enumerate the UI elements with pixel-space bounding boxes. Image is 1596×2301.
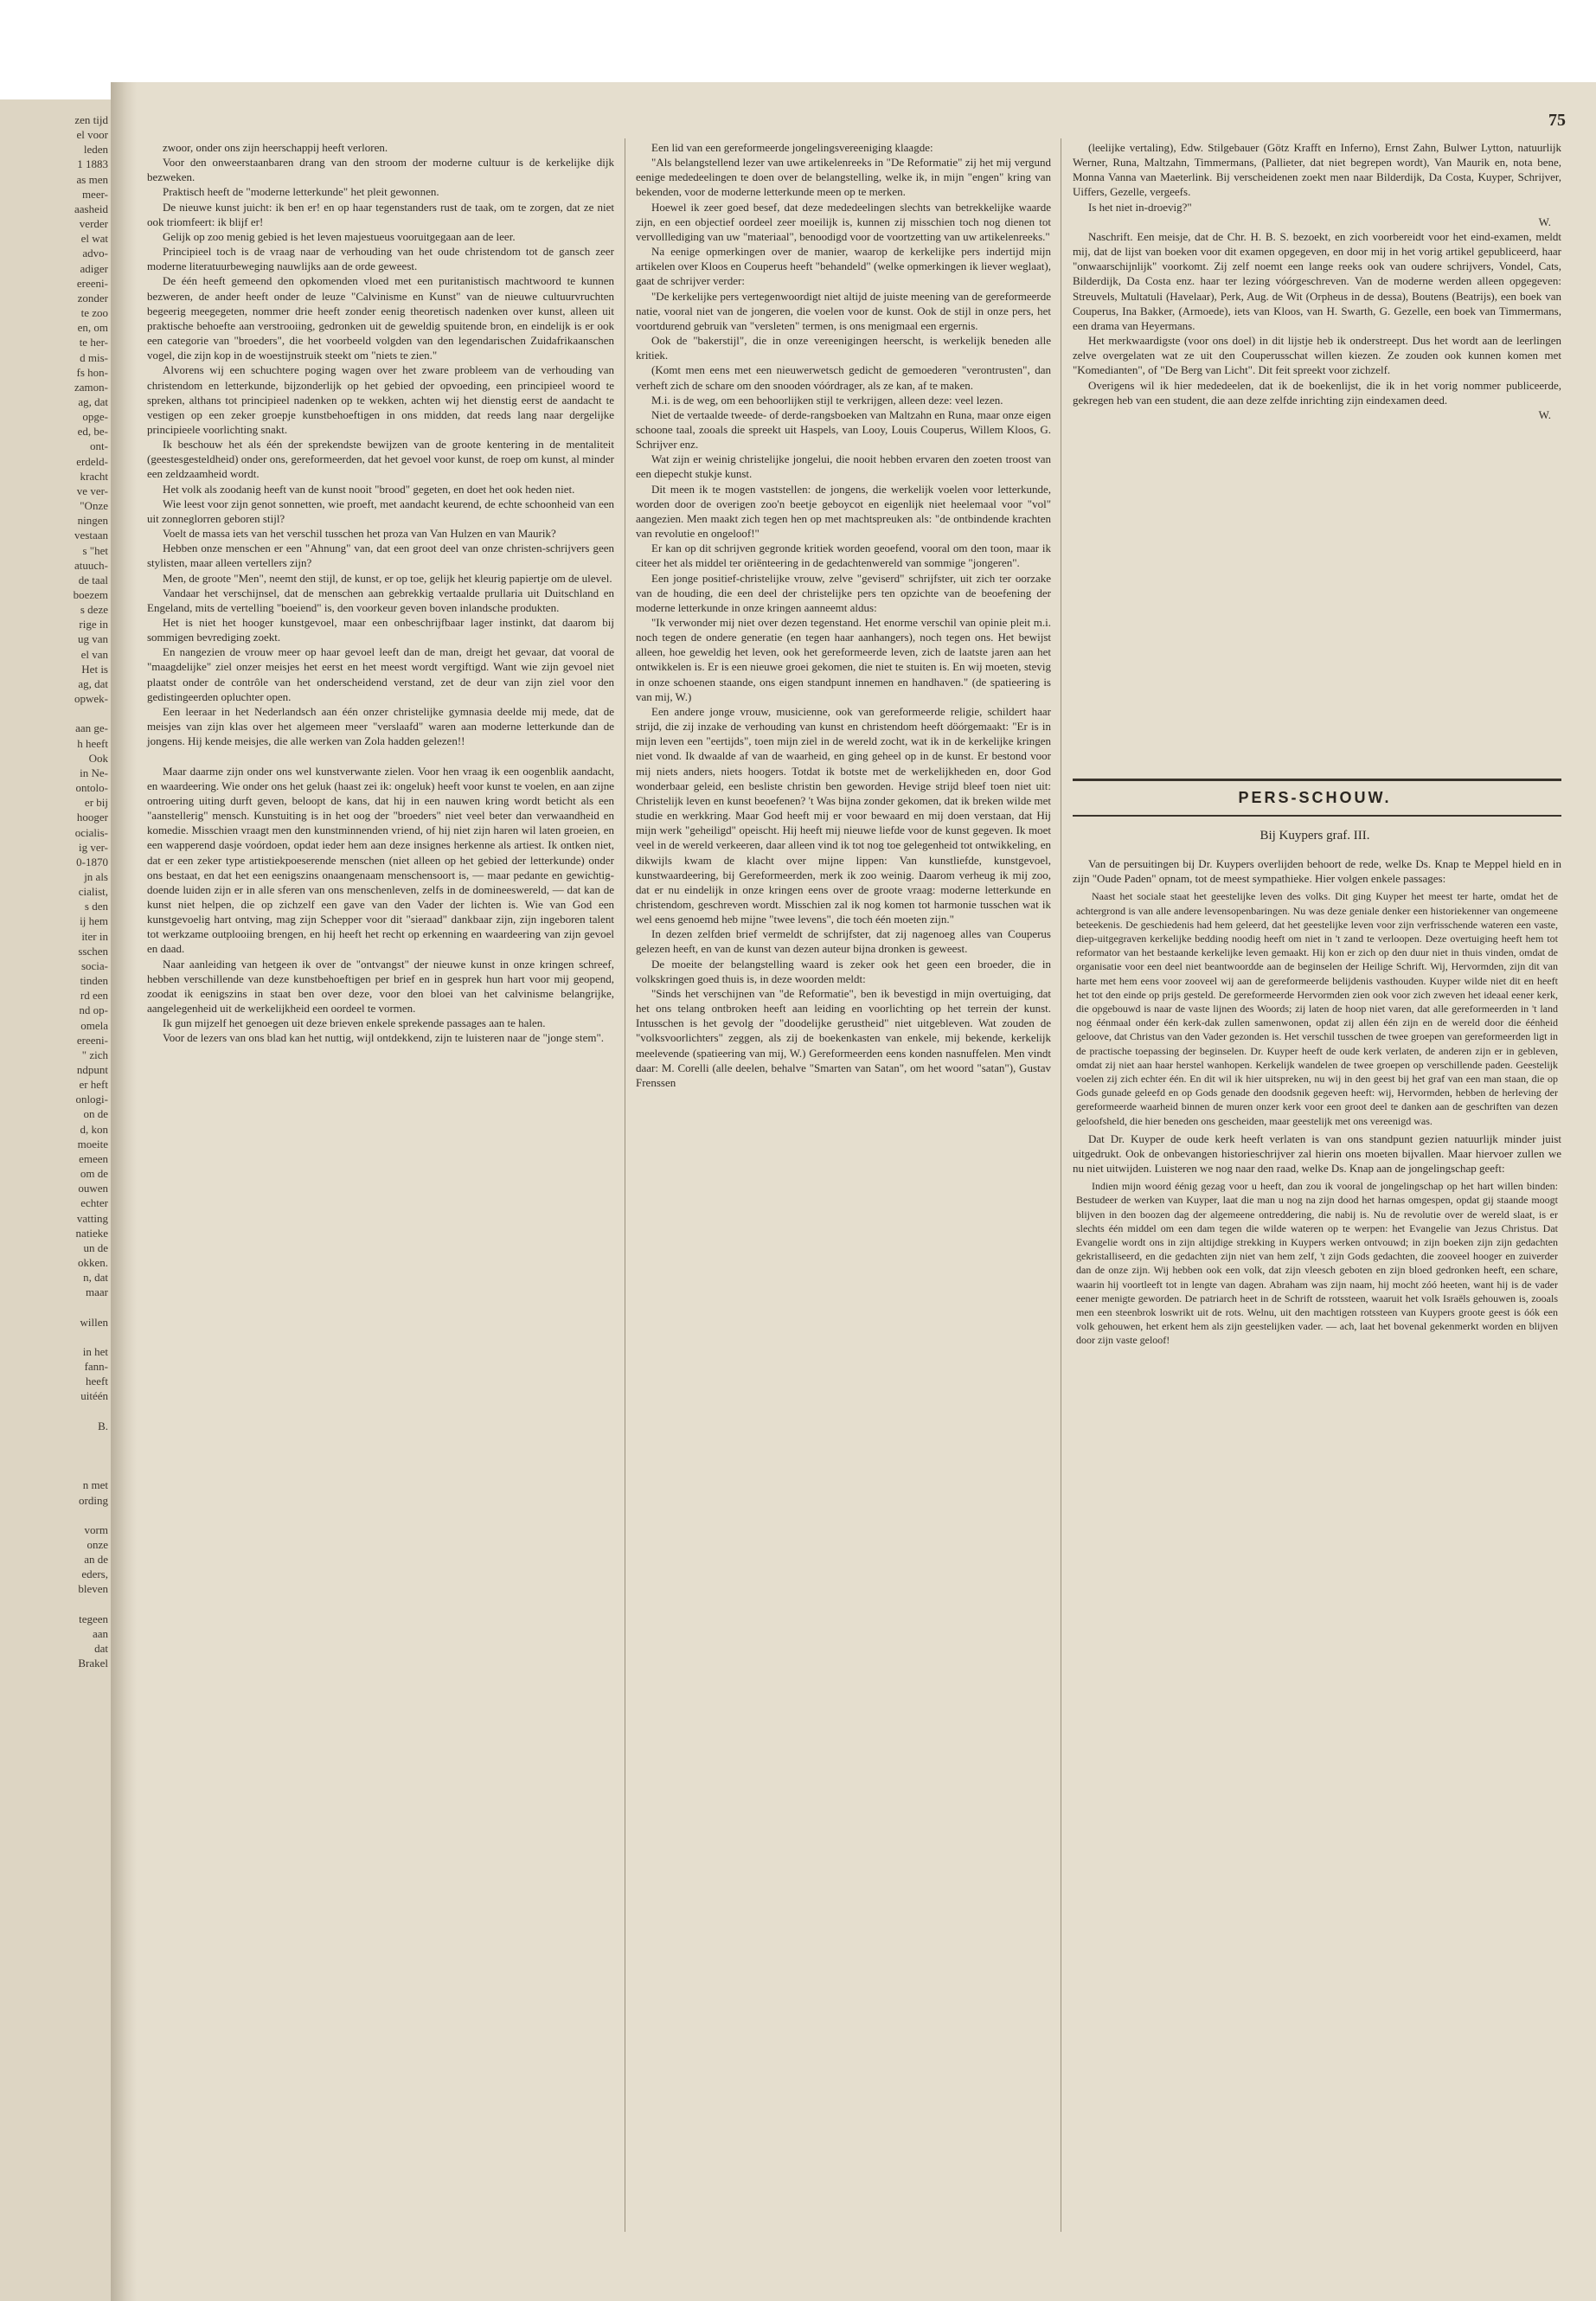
paragraph: En nangezien de vrouw meer op haar gevoel leeft dan de man, dreigt het gevaar, dat vooral de "maagdelijke" ziel onzer meisjes het eerst en het meest wordt vergiftigd. Want wie zijn gevoel niet plaatst onder de contrôle van het onderscheidend verstand, zet de deur van zijn ziel voor den gedistingeerden opluchter open. <box>147 645 614 703</box>
left-fragment-line: as men <box>76 172 108 186</box>
paragraph <box>147 748 614 763</box>
left-fragment-line <box>0 1448 108 1463</box>
left-fragment-line: un de <box>83 1240 108 1254</box>
signature: W. <box>1538 407 1551 421</box>
column-3-bottom <box>1073 856 1561 2240</box>
paragraph: Van de persuitingen bij Dr. Kuypers overlijden behoort de rede, welke Ds. Knap te Meppel hield en in zijn "Oude Paden" opnam, tot de meest sympathieke. Hier volgen enkele passages: <box>1073 857 1561 886</box>
left-fragment-line: ont- <box>90 439 108 453</box>
left-fragment-line: natieke <box>75 1226 108 1240</box>
left-fragment-line: d, kon <box>80 1122 108 1136</box>
paragraph: Wie leest voor zijn genot sonnetten, wie proeft, met aandacht keurend, de echte schoonheid van een uit zonneglorren geboren stijl? <box>147 497 614 525</box>
left-fragment-line: el wat <box>80 232 108 246</box>
paragraph: Een andere jonge vrouw, musicienne, ook van gereformeerde religie, schildert haar strijd, die zij inzake de verhouding van kunst en christendom heeft döórgemaakt: "Er is in mijn leven een "eertijds", toen mijn ziel in de wereld zocht, wat ik in de kerkelijke kringen niet vond. Ik dwaalde af van de waarheid, en ging geheel op in de kunst. Er bestond voor mij niets anders, niets hoogers. Totdat ik botste met de werkelijkheden en, door God wonderbaar geleid, een besliste christin ben geworden. Hevige strijd bleef toen niet uit: Christelijk leven en kunst beoefenen? 't Was bijna zonder gekomen, dat ik breken wilde met studie en werkkring. Maar God heeft mij er voor bewaard en mij doen verstaan, dat Hij mijn werk "geheiligd" opeischt. Hij heeft mij nieuwe liefde voor de kunst gegeven. Ik moet veel in de wereld verkeeren, daar alleen vind ik tot nog toe gelegenheid tot ontwikkeling, en dikwijls kwam de klacht over mijne lippen: Van kunstliefde, kunstgevoel, kunstwaardeering, bij Gereformeerden, merk ik zoo weinig. Daarom verheug ik mij zoo, dat er nu eindelijk in onze kringen eens over de groote vraag: moderne letterkunde en christendom, geschreven wordt. Misschien zal ik nog komen tot harmonie tusschen wat ik wel eens genoemd heb mijne "twee levens", die toch één moeten zijn." <box>636 704 1051 926</box>
paragraph: Is het niet in-droevig?" <box>1088 200 1192 214</box>
left-fragment-line: adiger <box>80 261 108 275</box>
paragraph: Ik gun mijzelf het genoegen uit deze brieven enkele sprekende passages aan te halen. <box>163 1016 546 1030</box>
left-fragment-line: sschen <box>78 944 108 958</box>
left-fragment-line: ag, dat <box>78 394 108 408</box>
paragraph: Hebben onze menschen er een "Ahnung" van, dat een groot deel van onze christen-schrijvers geen stylisten, maar alleen vertellers zijn? <box>147 542 614 570</box>
left-fragment-line: aan <box>92 1626 108 1640</box>
left-fragment-line: er heft <box>79 1078 108 1092</box>
left-fragment-line: vorm <box>84 1522 108 1536</box>
section-rule-top <box>1073 779 1561 781</box>
left-fragment-line: s den <box>84 900 108 913</box>
paragraph: Voelt de massa iets van het verschil tusschen het proza van Van Hulzen en van Maurik? <box>163 527 556 541</box>
left-fragment-line: eders, <box>81 1567 108 1581</box>
paragraph: "De kerkelijke pers vertegenwoordigt niet altijd de juiste meening van de gereformeerde natie, vooral niet van de jongeren, die voelen voor de kunst. Ook de stijl in onze pers, het voortdurend gebruik van "versleten" termen, is ons menigmaal een ergernis. <box>636 289 1051 332</box>
left-fragment-line: onlogi- <box>75 1093 108 1106</box>
left-fragment-line: te her- <box>79 336 108 349</box>
paragraph: Principieel toch is de vraag naar de verhouding van het oude christendom tot de gansch zeer moderne literatuurbeweging nauwlijks aan de orde geweest. <box>147 245 614 273</box>
left-fragment-line: uitéén <box>80 1389 108 1403</box>
paragraph: Een leeraar in het Nederlandsch aan één onzer christelijke gymnasia deelde mij mede, dat de meisjes van zijn klas over het algemeen meer "verslaafd" waren aan moderne letterkunde dan de jongens. Hij kende meisjes, die alle werken van Zola hadden gelezen!! <box>147 704 614 748</box>
paragraph: Gelijk op zoo menig gebied is het leven majestueus vooruitgegaan aan de leer. <box>163 229 516 243</box>
left-fragment-line: fann- <box>84 1360 108 1374</box>
left-fragment-line: ningen <box>77 514 108 528</box>
quote-knap-1: Naast het sociale staat het geestelijke leven des volks. Dit ging Kuyper het meest ter harte, omdat het de achtergrond is van alle andere levensopenbaringen. Nu was deze geniale denker een historiekenner van ongemeene beteekenis. De geschiedenis had hem geleerd, dat het geestelijke leven voor zijn verfrisschende wateren een vaste, diep-uitgegraven kerkelijke bedding noodig heeft om niet in 't zand te verloopen. Deze overtuiging heeft hem tot reformator van het bestaande kerkelijke leven gemaakt. Hij kon er zich op den duur niet in thuis vinden, omdat de organisatie voor een deel niet beantwoordde aan de beginselen der Heilige Schrift. Wij, Hervormden, zijn dit van harte met hem eens voor zooveel wij aan de gereformeerde belijdenis vasthouden. Kuyper wilde niet dit en heeft het tot den einde op prijs gesteld. De gereformeerde Hervormden zien ook voor zich zweven het ideaal eener kerk, die opgebouwd is naar de vaste lijnen des Woords; zij laten de hoop niet varen, dat alle gereformeerden in 't land nog éénmaal onder één kerk-dak zullen samenwonen, opdat zij allen één zijn en de wereld door die éénheid geloove, dat Christus van den Vader gezonden is. Het verschil tusschen de twee groepen van gereformeerden ligt in de practische toepassing der beginselen. Dr. Kuyper heeft de oude kerk verlaten, de anderen zijn er in gebleven, omdat zij niet aan haar herstel wanhopen. Kerkelijk wandelen de twee groepen op verschillende paden. Geestelijk voelen zij zich echter één. En dit wil ik hier uitspreken, nu wij in den geest bij het graf van een man staan, die op Gods gunade geleefd en op Gods genade den doodsnik gegeven heeft: wij, Hervormden, hebben de herleving der gereformeerde waarheid binnen de muren onzer kerk voor een groot deel te danken aan de geschriften van dezen geloofsheld, die hier beneden ons gescheiden, maar geestelijk met ons vereenigd was. <box>1076 890 1558 1127</box>
paragraph: Er kan op dit schrijven gegronde kritiek worden geoefend, vooral om den toon, maar ik citeer het als middel ter oriënteering in de gedachtenwereld van sommige "jongeren". <box>636 542 1051 570</box>
left-fragment-line: ocialis- <box>74 825 108 839</box>
section-rule-bottom <box>1073 815 1561 817</box>
left-fragment-line: d mis- <box>80 350 108 364</box>
left-fragment-line: in het <box>82 1344 108 1358</box>
column-3-top <box>1073 140 1561 776</box>
left-fragment-line: ij hem <box>80 914 108 928</box>
left-fragment-line: ording <box>79 1493 108 1507</box>
left-fragment-line: erdeld- <box>76 454 108 468</box>
paragraph: (Komt men eens met een nieuwerwetsch gedicht de gemoederen "verontrusten", dan verheft zich de schare om den snooden vóórdrager, als ze kan, af te maken. <box>636 363 1051 392</box>
paragraph: Ook de "bakerstijl", die in onze vereenigingen heerscht, is werkelijk beneden alle kritiek. <box>636 334 1051 362</box>
left-fragment-line <box>0 1330 108 1344</box>
column-2 <box>636 140 1051 2234</box>
left-fragment-line: moeite <box>77 1137 108 1150</box>
left-fragment-line: zamon- <box>74 380 108 394</box>
left-fragment-line: s deze <box>80 603 108 617</box>
paragraph: Voor de lezers van ons blad kan het nuttig, wijl ontdekkend, zijn te luisteren naar de "jonge stem". <box>163 1031 605 1045</box>
left-fragment-line: fs hon- <box>76 365 108 379</box>
left-fragment-line: n, dat <box>83 1271 108 1285</box>
paragraph: Maar daarme zijn onder ons wel kunstverwante zielen. Voor hen vraag ik een oogenblik aandacht, en waardeering. Wie onder ons het geluk (haast zei ik: ongeluk) heeft voor kunst te voelen, en aan zijne ontroering uiting durft geven, beloopt de kans, dat hij in een nauwen kring wordt beticht als een "aanstellerig" mensch. Kunstuiting is in het oog der "broeders" niet veel beter dan verwaandheid en komedie. Misschien vraagt men den kunstminnenden vriend, of hij niet zijn haren wil laten groeien, en een wapperend dasje voórdoen, opdat ieder hem aan deze insignes herkenne als artiest. Ik ontken niet, dat er een zeker type artistiekpoeserende menschen (niet alleen op het gebied der letterkunde) onder ons bestaat, en dat het een eenigszins onaangenaam menschensoort is, — maar pedante en gewichtig-doende luiden zijn er in alle sferen van ons menschenleven, zelfs in de domineeswereld, — dat kan de kunst niet helpen, die op zichzelf een gave van den Vader der lichten is. Wie van God een kunstgevoelig hart ontving, mag zijn Schepper voor dit "sieraad" dankbaar zijn, zijn ingeboren talent tot werkzame outplooiing brengen, en hij heeft het recht op erkenning en waardeering van zijn gevoel en daad. <box>147 764 614 956</box>
left-fragment-line: vatting <box>76 1211 108 1225</box>
paragraph: De één heeft gemeend den opkomenden vloed met een puritanistisch machtwoord te kunnen bezweren, de ander heeft onder de leuze "Calvinisme en Kunst" van de nieuwe cultuurvruchten begeerig meegegeten, nommer drie heeft zonder eenig theoretisch nadenken over kunst, alleen uit praktische behoefte aan verstrooiing, gedronken uit de geweldig spuitende bron, en eindelijk is er ook een categorie van "broeders", die het voorbeeld volgden van den legendarischen Zuidafrikaanschen vogel, die zijn kop in de woestijnstruik steekt om "niets te zien." <box>147 274 614 362</box>
paragraph: Hoewel ik zeer goed besef, dat deze mededeelingen slechts van betrekkelijke waarde zijn, en een objectief oordeel zeer moeilijk is, kunnen zij misschien toch nog dienen tot vervolllediging van uw "materiaal", benoodigd voor de voortzetting van uw artikelenreeks." <box>636 200 1051 243</box>
left-fragment-line: en, om <box>77 321 108 335</box>
left-fragment-line: jn als <box>84 869 108 883</box>
left-fragment-line: "Onze <box>80 499 108 513</box>
left-fragment-line: B. <box>98 1419 108 1433</box>
left-page-text-fragments <box>0 112 108 1670</box>
left-fragment-line: opwek- <box>74 692 108 706</box>
left-fragment-line <box>0 1508 108 1522</box>
paragraph: Na eenige opmerkingen over de manier, waarop de kerkelijke pers indertijd mijn artikelen over Kloos en Couperus heeft "behandeld" (welke opmerkingen ik liever weglaat), gaat de schrijver verder: <box>636 245 1051 288</box>
left-fragment-line: vestaan <box>74 529 108 542</box>
left-fragment-line: aan ge- <box>75 721 108 735</box>
left-fragment-line: onze <box>87 1538 108 1551</box>
paragraph: Voor den onweerstaanbaren drang van den stroom der moderne cultuur is de kerkelijke dijk bezweken. <box>147 156 614 184</box>
left-fragment-line: ereeni- <box>76 1033 108 1047</box>
left-fragment-line <box>0 1433 108 1448</box>
left-fragment-line: zonder <box>77 291 108 304</box>
left-fragment-line: dat <box>94 1642 108 1656</box>
left-fragment-line: nd op- <box>79 1003 108 1017</box>
left-fragment-line: rd een <box>80 989 108 1003</box>
left-fragment-line: zen tijd <box>74 113 108 126</box>
paragraph: "Ik verwonder mij niet over dezen tegenstand. Het enorme verschil van opinie pleit m.i. noch tegen de ondere generatie (en tegen haar aanhangers), noch tegen ons. Het bewijst alleen, hoe geweldig het leven, ook het gereformeerde leven, zich de laatste jaren aan het ontwikkelen is. Er is een nieuwe groei gekomen, die niet te stuiten is. En wij moeten, stevig in onze schoenen staande, ons eigen standpunt innemen en handhaven." (de spatieering is van mij, W.) <box>636 616 1051 703</box>
left-fragment-line: ve ver- <box>76 484 108 497</box>
left-fragment-line: ag, dat <box>78 676 108 690</box>
left-fragment-line <box>0 706 108 721</box>
page-number: 75 <box>1548 111 1566 130</box>
left-fragment-line: iter in <box>81 929 108 943</box>
left-fragment-line: el van <box>80 647 108 661</box>
paragraph: Overigens wil ik hier mededeelen, dat ik de boekenlijst, die ik in het vorig nommer publiceerde, gekregen heb van een student, die aan deze zelfde inrichting zijn eindexamen deed. <box>1073 378 1561 407</box>
left-fragment-line: meer- <box>81 187 108 201</box>
section-subtitle: Bij Kuypers graf. III. <box>1259 829 1370 843</box>
paragraph: M.i. is de weg, om een behoorlijken stijl te verkrijgen, alleen deze: veel lezen. <box>651 393 1003 407</box>
left-fragment-line: okken. <box>77 1256 108 1270</box>
section-title: PERS-SCHOUW. <box>1238 789 1392 806</box>
left-fragment-line: te zoo <box>80 306 108 320</box>
paragraph: Het is niet het hooger kunstgevoel, maar een onbeschrijfbaar lager instinkt, dat daarom bij sommigen bevrediging zoekt. <box>147 616 614 644</box>
left-fragment-line: echter <box>80 1196 108 1210</box>
paragraph: Een lid van een gereformeerde jongelingsvereeniging klaagde: <box>651 141 933 154</box>
left-fragment-line: emeen <box>79 1151 108 1165</box>
left-fragment-line: de taal <box>78 573 108 586</box>
left-fragment-line: er bij <box>84 796 108 810</box>
paragraph: Naschrift. Een meisje, dat de Chr. H. B. S. bezoekt, en zich voorbereidt voor het eind-examen, meldt mij, dat de lijst van boeken voor dit examen opgegeven, en door mij in het vorig artikel gepubliceerd, haar "onwaarschijnlijk" voorkomt. Zij zelf noemt een lange reeks ook van oudere schrijvers, Vondel, Cats, Bilderdijk, Da Costa enz. haar ter lezing vóórgeschreven. Van de moderne werden alleen opgegeven: Streuvels, Multatuli (Havelaar), Perk, Aug. de Wit (Orpheus in de dessa), Boutens (Beatrijs), een boek van Couperus, Ina Bakker, (Armoede), iets van Kloos, van H. Swarth, G. Gezelle, een boek van Timmermans, een drama van Heyermans. <box>1073 229 1561 332</box>
book-gutter <box>111 82 137 2301</box>
left-fragment-line: willen <box>80 1315 108 1329</box>
left-fragment-line: bleven <box>78 1582 108 1596</box>
left-fragment-line: 1 1883 <box>77 157 108 171</box>
paragraph: Dit meen ik te mogen vaststellen: de jongens, die werkelijk voelen voor letterkunde, worden door de overigen zoo'n beetje geboycot en eigenlijk niet heelemaal voor "vol" aangezien. Men maakt zich tegen hen op met machtspreuken als: "de ontbindende krachten van revolutie en ongeloof!" <box>636 482 1051 541</box>
paragraph: Praktisch heeft de "moderne letterkunde" het pleit gewonnen. <box>163 185 439 199</box>
left-fragment-line: ed, be- <box>77 425 108 439</box>
left-fragment-line <box>0 1404 108 1419</box>
column-1 <box>147 140 614 2234</box>
left-fragment-line: Ook <box>88 751 108 765</box>
left-fragment-line: leden <box>83 143 108 157</box>
left-fragment-line: tinden <box>80 974 108 988</box>
left-fragment-line: heeft <box>86 1375 108 1388</box>
left-fragment-line: ig ver- <box>78 840 108 854</box>
left-fragment-line: hooger <box>76 811 108 824</box>
quote-knap-2: Indien mijn woord éénig gezag voor u heeft, dan zou ik vooral de jongelingschap op het hart willen binden: Bestudeer de werken van Kuyper, laat die man u nog na zijn dood het harnas omgespen, opdat gij staande moogt blijven in den boozen dag der algemeene ontreddering, die nabij is. Nu de revolutie over de wereld slaat, is er slechts één middel om een dam tegen die wilde wateren op te werpen: het Evangelie van Jezus Christus. Dat Evangelie wordt ons in zijn altijdige strekking in Kuypers werken ontvouwd; in zijn boeken zijn zijn gedachten gekristalliseerd, en die gedachten zijn niet van hem zelf, 't zijn Gods gedachten, die zooveel hooger en zuiverder dan de onze zijn. Wij hebben ook een volk, dat zijn vleesch geboten en zijn bloed gedronken heeft, een schare, waarin hij voortleeft tot in lengte van dagen. Abraham was zijn naam, hij mocht zóó heeten, want hij is de vader eener menigte geworden. De patriarch heet in de Schrift de rotssteen, waaruit het volk Israëls gehouwen is, zooals men een steenbrok loswrikt uit de rots. Welnu, uit den machtigen rotssteen van Kuypers groote geest is óók een volk gehouwen, het erkent hem als zijn geestelijken vader. — ach, laat het bovenal gekenmerkt worden en blijven door zijn vaste geloof! <box>1076 1180 1558 1347</box>
left-fragment-line: n met <box>82 1478 108 1492</box>
left-fragment-line: socia- <box>80 958 108 972</box>
left-fragment-line: atuuch- <box>74 558 108 572</box>
paragraph: zwoor, onder ons zijn heerschappij heeft verloren. <box>163 141 388 154</box>
left-fragment-line: ereeni- <box>76 276 108 290</box>
paragraph: Ik beschouw het als één der sprekendste bewijzen van de groote kentering in de mentaliteit (geestesgesteldheid) onder ons, gereformeerden, dat het gevoel voor kunst, de roep om kunst, al minder een zeldzaamheid wordt. <box>147 438 614 481</box>
left-fragment-line: ug van <box>77 632 108 646</box>
left-fragment-line: aasheid <box>74 202 108 215</box>
paragraph: (leelijke vertaling), Edw. Stilgebauer (Götz Krafft en Inferno), Ernst Zahn, Bulwer Lytton, natuurlijk Werner, Runa, Maltzahn, Timmermans, (Pallieter, dat niet begrepen wordt), Van Maurik en, nota bene, Monna Vanna van Maeterlink. Bij verscheidenen zoekt men naar Bilderdijk, Da Costa, Kuyper, Schrijver, Uiffers, Gezelle, vergeefs. <box>1073 141 1561 199</box>
paragraph: In dezen zelfden brief vermeldt de schrijfster, dat zij nagenoeg alles van Couperus gelezen heeft, en van de kunst van dezen auteur bijna dronken is geweest. <box>636 927 1051 956</box>
paragraph: Naar aanleiding van hetgeen ik over de "ontvangst" der nieuwe kunst in onze kringen schreef, hebben verschillende van deze kunstbehoeftigen per brief en in gesprek hun hart voor mij geopend, zoodat ik eenigszins in staat ben over deze, voor den bloei van het calvinisme belangrijke, aangelegenheid uit de werkelijkheid een oordeel te vormen. <box>147 957 614 1016</box>
left-fragment-line: ndpunt <box>76 1063 108 1076</box>
left-fragment-line: omela <box>80 1018 108 1032</box>
left-fragment-line: an de <box>84 1553 108 1567</box>
left-fragment-line: in Ne- <box>80 766 108 779</box>
paragraph: "Sinds het verschijnen van "de Reformatie", ben ik bevestigd in mijn overtuiging, dat het ons telang ontbroken heeft aan leiding en voorlichting op het terrein der kunst. Intusschen is het gevolg der "doodelijke gerustheid" niet uitgebleven. Wat zouden de "volksvoorlichters" zeggen, als zij de boekenkasten van enkele, mij bekende, kerkelijk meelevende (spatieering van mij, W.) Gereformeerden eens konden nasnuffelen. Men vindt daar: M. Corelli (alle deelen, behalve "Smarten van Satan", om het woord "satan"), Gustav Frenssen <box>636 986 1051 1089</box>
paragraph: Alvorens wij een schuchtere poging wagen over het zware probleem van de verhouding van christendom en letterkunde, bijzonderlijk op het gebied der opvoeding, een principieel woord te spreken, althans tot principieel nadenken op te wekken, achten wij het dienstig eerst de aandacht te vestigen op een zeker groepje kunstbehoeftigen in ons midden, dat reeds lang naar dergelijke principieele voorlichting snakt. <box>147 363 614 436</box>
left-fragment-line: Brakel <box>78 1657 108 1670</box>
paragraph: De moeite der belangstelling waard is zeker ook het geen een broeder, die in volkskringen goed thuis is, in deze woorden meldt: <box>636 957 1051 985</box>
left-fragment-line: opge- <box>82 410 108 424</box>
signature: W. <box>1538 215 1551 228</box>
left-fragment-line: el voor <box>76 128 108 142</box>
left-fragment-line: cialist, <box>78 885 108 899</box>
paragraph: De nieuwe kunst juicht: ik ben er! en op haar tegenstanders rust de taak, om te zorgen, dat ze niet ook triomfeert: ik blijf er! <box>147 200 614 228</box>
paragraph: Het merkwaardigste (voor ons doel) in dit lijstje heb ik onderstreept. Dus het wordt aan de leerlingen zelve overgelaten wat ze uit den Couperusschat willen kiezen. Ze zouden ook kunnen komen met "Komedianten", of "De Berg van Licht". Dit feit spreekt voor zichzelf. <box>1073 334 1561 377</box>
left-fragment-line: on de <box>83 1107 108 1121</box>
paragraph: Men, de groote "Men", neemt den stijl, de kunst, er op toe, gelijk het kleurig papiertje om de ulevel. <box>163 571 612 585</box>
left-fragment-line: " zich <box>81 1048 108 1061</box>
paragraph: "Als belangstellend lezer van uwe artikelenreeks in "De Reformatie" zij het mij vergund eenige mededeelingen te doen over de belangstelling, welke ik, in mijn "engen" kring van bekenden, voor de moderne letterkunde meen op te merken. <box>636 156 1051 199</box>
left-fragment-line: h heeft <box>77 736 108 750</box>
left-fragment-line: ouwen <box>78 1182 108 1195</box>
left-fragment-line: s "het <box>82 543 108 557</box>
left-fragment-line: advo- <box>82 247 108 260</box>
left-fragment-line: boezem <box>73 588 108 601</box>
left-fragment-line: verder <box>79 217 108 231</box>
left-fragment-line <box>0 1300 108 1315</box>
paragraph-commentary: Dat Dr. Kuyper de oude kerk heeft verlaten is van ons standpunt gezien natuurlijk minder juist uitgedrukt. Ook de onbevangen historieschrijver zal hierin ons moeten bijvallen. Maar hiervoer zullen we nu niet uitwijden. Luisteren we nog naar den raad, welke Ds. Knap aan de jongelingschap geeft: <box>1073 1131 1561 1176</box>
paragraph: Niet de vertaalde tweede- of derde-rangsboeken van Maltzahn en Runa, maar onze eigen schoone taal, zooals die spreekt uit Haspels, van Looy, Louis Couperus, Willem Kloos, G. Schrijver enz. <box>636 407 1051 452</box>
left-fragment-line: 0-1870 <box>76 855 108 868</box>
left-fragment-line: maar <box>86 1285 108 1299</box>
left-fragment-line: tegeen <box>79 1612 108 1625</box>
paragraph: Het volk als zoodanig heeft van de kunst nooit "brood" gegeten, en doet het ook heden niet. <box>163 482 575 496</box>
left-fragment-line <box>0 1597 108 1612</box>
left-fragment-line: kracht <box>80 469 108 483</box>
left-fragment-line <box>0 1463 108 1477</box>
paragraph: Wat zijn er weinig christelijke jongelui, die nooit hebben ervaren den zoeten troost van een diepecht stukje kunst. <box>636 452 1051 481</box>
paragraph: Vandaar het verschijnsel, dat de menschen aan gebrekkig vertaalde prullaria uit Duitschland en Engeland, mits de vertelling "boeiend" is, den voorkeur geven boven inlandsche produkten. <box>147 586 614 614</box>
left-fragment-line: Het is <box>81 662 108 676</box>
left-fragment-line: rige in <box>79 618 108 631</box>
paragraph: Een jonge positief-christelijke vrouw, zelve "geviserd" schrijfster, uit zich ter oorzake van de houding, die een deel der christelijke pers ten opzichte van de beoefening der moderne letterkunde in onze kringen aanneemt aldus: <box>636 571 1051 614</box>
left-fragment-line: ontolo- <box>75 781 108 795</box>
left-fragment-line: om de <box>80 1167 108 1181</box>
